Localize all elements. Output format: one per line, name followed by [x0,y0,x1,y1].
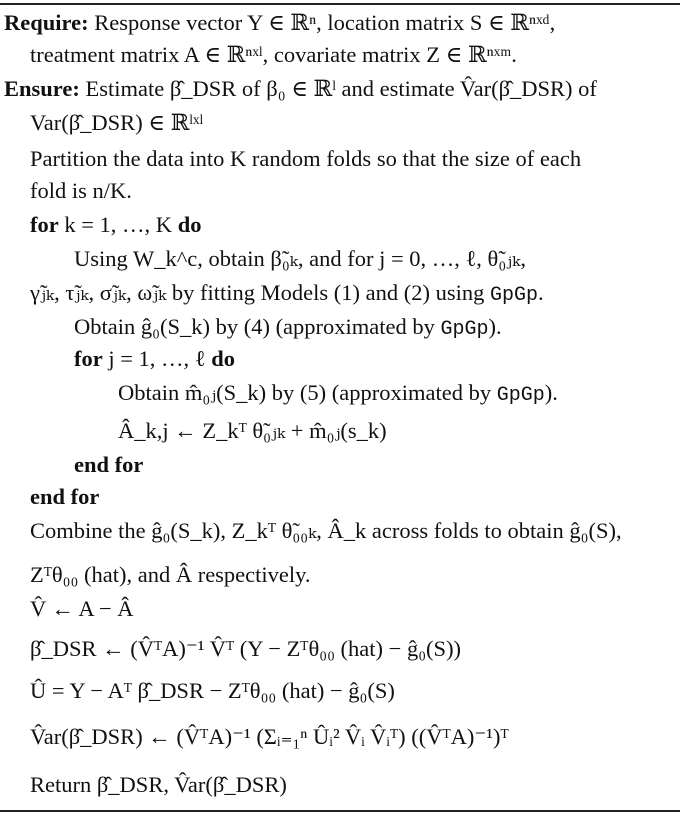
for-kw-inner: for [74,346,103,371]
bottom-rule [0,810,680,812]
combine-line-2: Zᵀθ₀₀ (hat), and Â respectively. [30,562,311,587]
gpgp-name-3: GpGp [496,384,545,407]
require-label: Require: [4,10,89,35]
obtain-m0j-close: ). [544,380,558,405]
using-line-2-math: γ̃ⱼₖ, τ̃ⱼₖ, σ̃ⱼₖ, ω̃ⱼₖ by fitting Models (1) and (2) using [30,280,485,305]
top-rule [0,3,680,5]
for-k-line [30,210,201,240]
obtain-g0-line [74,312,502,345]
require-line-2: treatment matrix A ∈ ℝⁿˣˡ, covariate matrix Z ∈ ℝⁿˣᵐ. [30,42,517,67]
for-kw-outer: for [30,212,59,237]
assign-a-line: Â_k,j ← Z_kᵀ θ̃₀ⱼₖ + m̂₀ⱼ(s_k) [118,418,387,443]
combine-line-1: Combine the ĝ₀(S_k), Z_kᵀ θ̃₀₀ₖ, Â_k across folds to obtain ĝ₀(S), [30,518,622,543]
end-for-inner: end for [74,452,144,477]
for-k-expr: k = 1, …, K [64,212,173,237]
step-u-line: Û = Y − Aᵀ β̂_DSR − Zᵀθ₀₀ (hat) − ĝ₀(S) [30,678,395,703]
obtain-g0-text: Obtain ĝ₀(S_k) by (4) (approximated by [74,314,435,339]
gpgp-name-2: GpGp [440,318,489,341]
ensure-text-1: Estimate β̂_DSR of β₀ ∈ ℝˡ and estimate V̂ar(β̂_DSR) of [85,76,597,101]
using-line-2-period: . [538,280,544,305]
require-text-1: Response vector Y ∈ ℝⁿ, location matrix S ∈ ℝⁿˣᵈ, [94,10,556,35]
gpgp-name: GpGp [490,284,539,307]
obtain-g0-close: ). [488,314,502,339]
ensure-line [4,74,597,104]
using-line-2 [30,278,544,311]
for-j-expr: j = 1, …, ℓ [108,346,206,371]
for-j-line [74,344,235,374]
using-line-1: Using W_k^c, obtain β̃₀ₖ, and for j = 0, …, ℓ, θ̃₀ⱼₖ, [74,246,526,271]
partition-line-2: fold is n/K. [30,178,132,203]
end-for-outer: end for [30,484,100,509]
ensure-label: Ensure: [4,76,80,101]
do-kw-inner: do [211,346,235,371]
do-kw-outer: do [177,212,202,237]
require-line [4,8,555,38]
step-v-line: V̂ ← A − Â [30,596,134,621]
return-line: Return β̂_DSR, V̂ar(β̂_DSR) [30,772,287,797]
partition-line-1: Partition the data into K random folds so that the size of each [30,146,582,171]
step-var-line: V̂ar(β̂_DSR) ← (V̂ᵀA)⁻¹ (Σᵢ₌₁ⁿ Ûᵢ² V̂ᵢ V̂ᵢᵀ) ((V̂ᵀA)⁻¹)ᵀ [30,724,509,749]
step-beta-line: β̂_DSR ← (V̂ᵀA)⁻¹ V̂ᵀ (Y − Zᵀθ₀₀ (hat) − ĝ₀(S)) [30,636,462,661]
obtain-m0j-line [118,378,558,411]
ensure-line-2: Var(β̂_DSR) ∈ ℝˡˣˡ [30,110,204,135]
obtain-m0j-text: Obtain m̂₀ⱼ(S_k) by (5) (approximated by [118,380,492,405]
